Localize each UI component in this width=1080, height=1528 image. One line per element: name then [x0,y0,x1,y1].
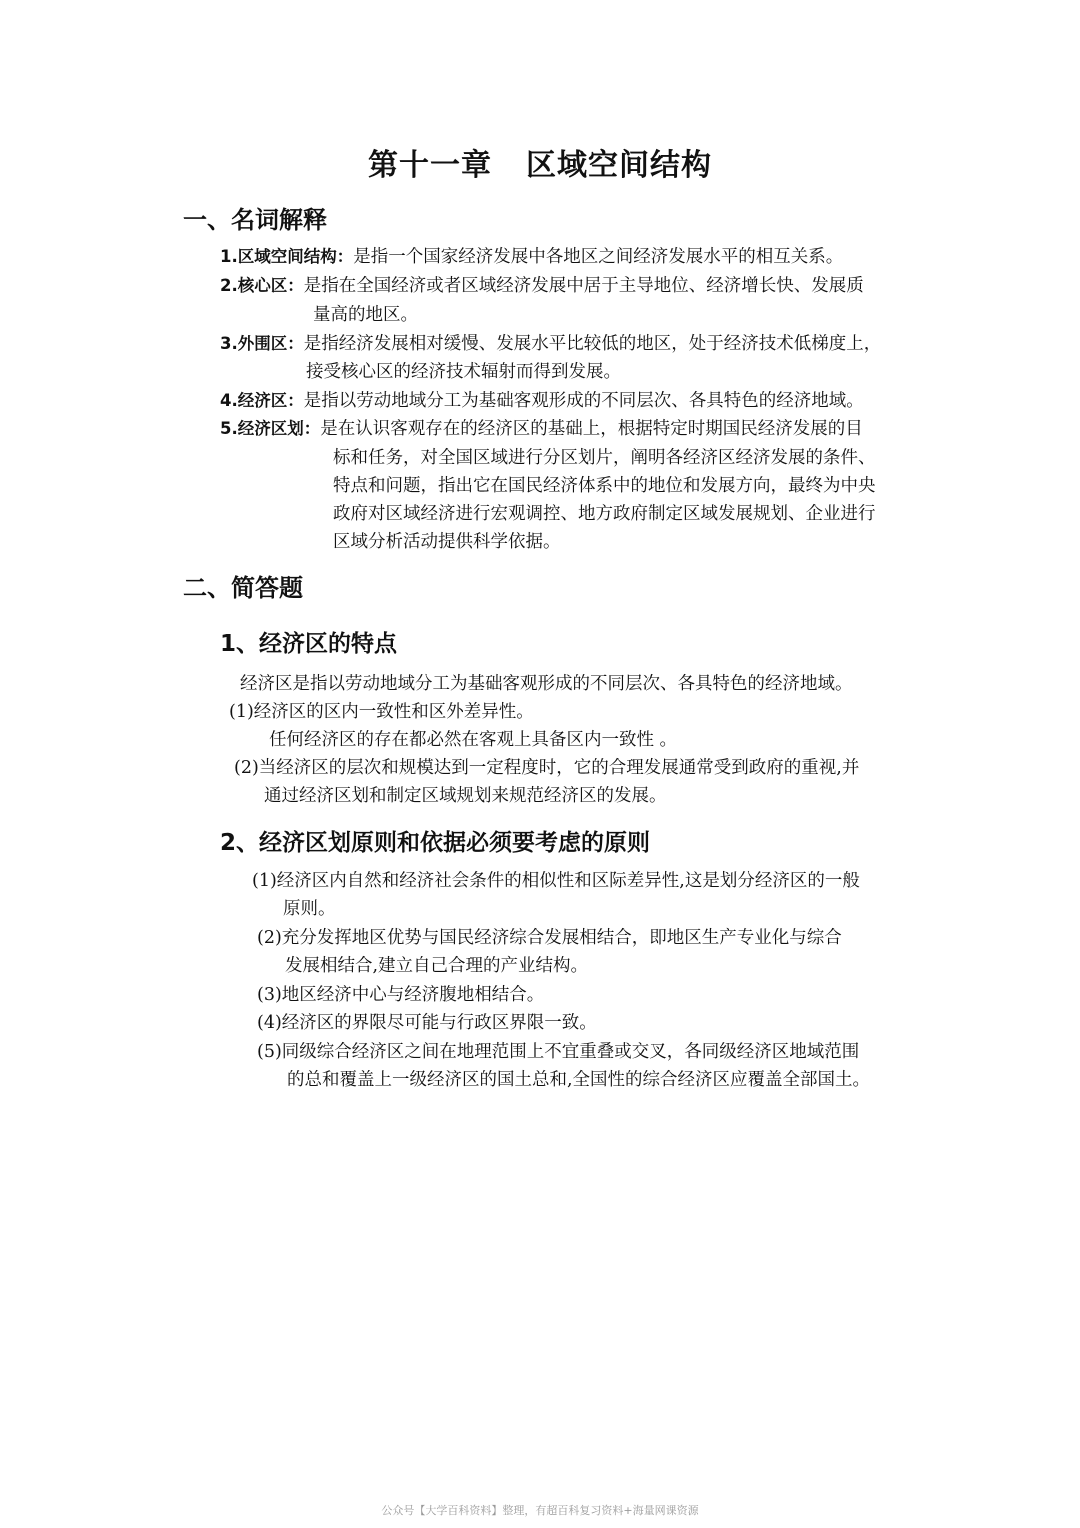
chapter-number: 第十一章 [368,148,492,183]
answer-line: 通过经济区划和制定区域规划来规范经济区的发展。 [264,786,667,806]
term-definition-cont: 量高的地区。 [313,305,418,325]
term-label: 4.经济区： [220,391,304,410]
page-title [0,140,1080,184]
answer-line: (3)地区经济中心与经济腹地相结合。 [257,985,545,1005]
term-definition-cont: 政府对区域经济进行宏观调控、地方政府制定区域发展规划、企业进行 [333,504,876,524]
answer-line: (2)充分发挥地区优势与国民经济综合发展相结合，即地区生产专业化与综合 [257,928,842,948]
question-heading-2: 2、经济区划原则和依据必须要考虑的原则 [220,830,651,856]
section-heading-short-answer: 二、简答题 [183,574,303,602]
answer-line: 任何经济区的存在都必然在客观上具备区内一致性 。 [269,730,678,750]
answer-line: 原则。 [283,899,336,919]
term-label: 2.核心区： [220,276,304,295]
term-definition: 是指经济发展相对缓慢、发展水平比较低的地区，处于经济技术低梯度上， [303,334,882,354]
footer-watermark: 公众号【大学百科资料】整理，有超百科复习资料+海量网课资源 [381,1504,699,1517]
term-definition: 是在认识客观存在的经济区的基础上，根据特定时期国民经济发展的目 [320,419,863,439]
term-definition: 是指一个国家经济发展中各地区之间经济发展水平的相互关系。 [353,247,844,267]
answer-line: (1)经济区的区内一致性和区外差异性。 [229,702,534,722]
term-label: 5.经济区划： [220,419,321,438]
answer-line: (1)经济区内自然和经济社会条件的相似性和区际差异性,这是划分经济区的一般 [252,871,860,891]
term-item [220,243,843,271]
term-definition: 是指在全国经济或者区域经济发展中居于主导地位、经济增长快、发展质 [303,276,864,296]
term-definition: 是指以劳动地域分工为基础客观形成的不同层次、各具特色的经济地域。 [303,391,864,411]
term-item [220,272,864,300]
term-definition-cont: 标和任务，对全国区域进行分区划片，阐明各经济区经济发展的条件、 [333,448,876,468]
answer-line: (5)同级综合经济区之间在地理范围上不宜重叠或交叉，各同级经济区地域范围 [257,1042,860,1062]
answer-line: 的总和覆盖上一级经济区的国土总和,全国性的综合经济区应覆盖全部国土。 [287,1070,871,1090]
chapter-name: 区域空间结构 [526,148,712,183]
term-item [220,387,864,415]
term-item [220,415,863,443]
term-label: 3.外围区： [220,334,304,353]
answer-line: 经济区是指以劳动地域分工为基础客观形成的不同层次、各具特色的经济地域。 [240,674,853,694]
question-heading-1: 1、经济区的特点 [220,631,398,657]
term-label: 1.区域空间结构： [220,247,354,266]
answer-line: (4)经济区的界限尽可能与行政区界限一致。 [257,1013,597,1033]
term-definition-cont: 接受核心区的经济技术辐射而得到发展。 [306,362,621,382]
answer-line: (2)当经济区的层次和规模达到一定程度时，它的合理发展通常受到政府的重视,并 [234,758,860,778]
term-item [220,330,881,358]
answer-line: 发展相结合,建立自己合理的产业结构。 [285,956,589,976]
term-definition-cont: 特点和问题，指出它在国民经济体系中的地位和发展方向，最终为中央 [333,476,876,496]
section-heading-terms: 一、名词解释 [183,206,327,234]
term-definition-cont: 区域分析活动提供科学依据。 [333,532,561,552]
